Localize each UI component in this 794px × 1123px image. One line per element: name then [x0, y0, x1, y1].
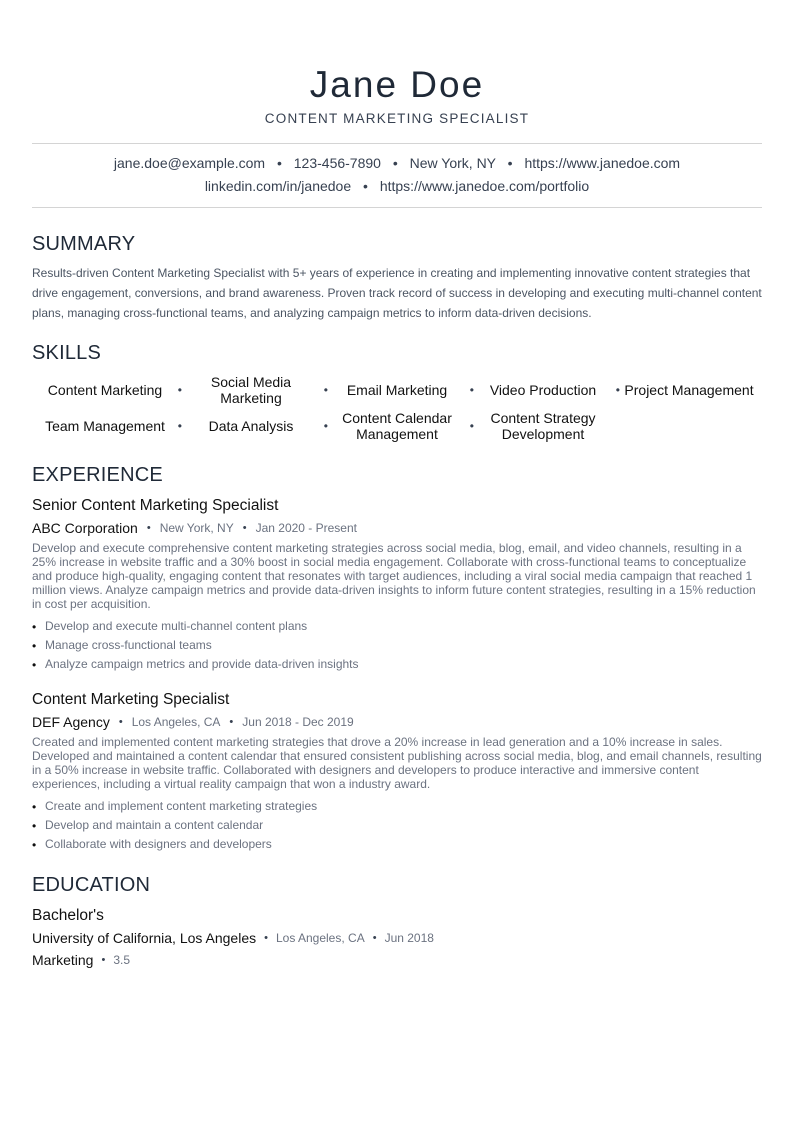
skills-heading: SKILLS [32, 342, 102, 364]
job-bullet: • Manage cross-functional teams [32, 636, 762, 655]
contact-separator: • [363, 178, 368, 194]
skill-item: Content Calendar Management • [342, 410, 474, 442]
meta-separator: • [146, 522, 151, 534]
job-bullet: • Create and implement content marketing strategies [32, 797, 762, 816]
job-bullet: • Analyze campaign metrics and provide data-driven insights [32, 655, 762, 674]
job-location: New York, NY [159, 521, 234, 535]
meta-separator: • [264, 932, 268, 944]
job-description: Develop and execute comprehensive content marketing strategies across social media, blog, email, and video channels, resulting in a 25% increase in website traffic and a 30% boost in social media engagement. Collaborate with cross-functional teams to conceptualize and produce high-quality, engaging content that resonates with target audiences, including a viral social media campaign that reached 1 million views. Analyze campaign metrics and provide data-driven insights to inform future content strategies, resulting in a 15% reduction in cost per acquisition. [32, 541, 756, 611]
meta-separator: • [101, 954, 106, 966]
skill-item: Content Strategy Development [490, 410, 596, 442]
contact-divider [32, 207, 762, 208]
graduation-date: Jun 2018 [384, 931, 434, 945]
skill-item: Video Production • [489, 382, 620, 398]
job-description: Created and implemented content marketing strategies that drove a 20% increase in lead generation and a 10% increase in sales. Developed and maintained a content calendar that ensured consistent publishing across social media, blog, and email channels, resulting in a 50% increase in website traffic. Collaborated with designers and developers to produce interactive and immersive content experiences, including a virtual reality campaign that won a industry award. [32, 735, 762, 791]
job-bullets [32, 617, 762, 674]
degree-name: Bachelor's [32, 907, 104, 924]
contact-line-2 [32, 175, 762, 198]
linkedin-link[interactable]: linkedin.com/in/janedoe [204, 178, 352, 194]
skill-item: Content Marketing • [47, 382, 182, 398]
website-link[interactable]: https://www.janedoe.com [524, 155, 681, 171]
company-name: DEF Agency [32, 714, 110, 730]
company-name: ABC Corporation [32, 520, 138, 536]
job-bullet: • Develop and maintain a content calendar [32, 816, 762, 835]
skill-item: Social Media Marketing • [210, 374, 328, 406]
job-dates: Jun 2018 - Dec 2019 [242, 715, 354, 729]
skills-grid [32, 374, 762, 442]
candidate-title: CONTENT MARKETING SPECIALIST [264, 111, 530, 126]
education-section [32, 872, 762, 970]
experience-heading: EXPERIENCE [32, 464, 163, 486]
location-text: New York, NY [409, 155, 496, 171]
skill-item: Project Management [624, 382, 754, 398]
email-link[interactable]: jane.doe@example.com [113, 155, 266, 171]
school-location: Los Angeles, CA [275, 931, 365, 945]
resume-header [32, 0, 762, 128]
skills-section [32, 340, 762, 442]
contact-separator: • [276, 155, 282, 171]
job-meta [32, 519, 762, 537]
contact-info [32, 144, 762, 207]
job-bullet: • Collaborate with designers and developers [32, 835, 762, 854]
skill-item: Email Marketing • [346, 382, 474, 398]
school-line [32, 928, 762, 948]
candidate-name: Jane Doe [309, 64, 485, 105]
contact-separator: • [507, 155, 513, 171]
job-title: Senior Content Marketing Specialist [32, 497, 279, 514]
summary-text: Results-driven Content Marketing Specialist with 5+ years of experience in creating and implementing innovative content strategies that drive engagement, conversions, and brand awareness. Proven track record of success in developing and executing multi-channel content plans, managing cross-functional teams, and analyzing campaign metrics to inform data-driven decisions. [32, 266, 762, 320]
job-bullet: • Develop and execute multi-channel content plans [32, 617, 762, 636]
skill-item: Data Analysis • [208, 418, 328, 434]
job-location: Los Angeles, CA [131, 715, 221, 729]
field-of-study: Marketing [32, 952, 94, 968]
job-entry [32, 690, 762, 854]
contact-separator: • [392, 155, 398, 171]
job-meta [32, 713, 762, 731]
meta-separator: • [118, 716, 123, 728]
portfolio-link[interactable]: https://www.janedoe.com/portfolio [379, 178, 590, 194]
gpa-value: 3.5 [113, 953, 131, 967]
education-heading: EDUCATION [32, 874, 151, 896]
job-bullets [32, 797, 762, 854]
job-title: Content Marketing Specialist [32, 691, 230, 708]
summary-section [32, 231, 762, 323]
school-name: University of California, Los Angeles [32, 930, 257, 946]
job-dates: Jan 2020 - Present [255, 521, 357, 535]
meta-separator: • [372, 932, 377, 944]
skill-item: Team Management • [45, 418, 182, 434]
experience-section [32, 462, 762, 854]
contact-line-1 [32, 152, 762, 175]
phone-number[interactable]: 123-456-7890 [293, 155, 381, 171]
meta-separator: • [242, 522, 247, 534]
field-line [32, 950, 762, 970]
summary-heading: SUMMARY [32, 233, 136, 255]
job-entry [32, 496, 762, 674]
meta-separator: • [229, 716, 234, 728]
